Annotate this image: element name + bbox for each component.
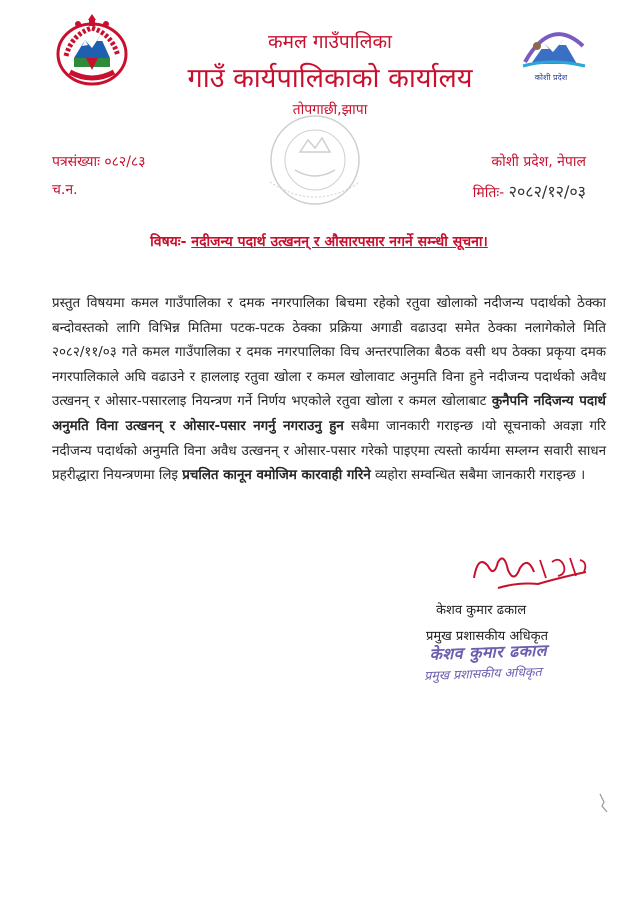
stamp-designation: प्रमुख प्रशासकीय अधिकृत bbox=[424, 663, 542, 683]
scan-speck-mark bbox=[598, 792, 610, 814]
signatory-name: केशव कुमार ढकाल bbox=[436, 603, 527, 618]
office-seal-watermark-icon bbox=[250, 112, 380, 208]
subject-text: नदीजन्य पदार्थ उत्खनन् र औसारपसार नगर्ने सम्न्धी सूचना। bbox=[191, 234, 488, 250]
subject-label: विषयः- bbox=[150, 234, 187, 250]
handwritten-signature-icon bbox=[468, 548, 593, 600]
body-text-1: प्रस्तुत विषयमा कमल गाउँपालिका र दमक नगरपालिका बिचमा रहेको रतुवा खोलाको नदीजन्य पदार्थको ठेक्का बन्दोवस्तको लागि विभिन्न मितिमा पटक-पटक ठेक्का प्रक्रिया अगाडी वढाउदा समेत ठेक्का नलागेकोले मिति २०८२/११/०३ गते कमल गाउँपालिका र दमक नगरपालिका विच अन्तरपालिका बैठक वसी थप ठेक्का प्रकृया दमक नगरपालिकाले अघि वढाउने र हाललाइ रतुवा खोला र कमल खोलावाट अनुमति विना हुने नदीजन्य पदार्थको अवैध उत्खनन् र ओसार-पसारलाइ नियन्त्रण गर्ने निर्णय भएकोले रतुवा खोला र कमल खोलाबाट bbox=[52, 296, 606, 410]
municipality-name: कमल गाउँपालिका bbox=[268, 31, 392, 53]
body-text-2: सबैमा जानकारी गराइन्छ ।यो सूचनाको अवज्ञा गरि नदीजन्य पदार्थको अनुमति विना अवैध उत्खनन् र ओसार-पसार गरेको पाइएमा त्यस्तो कार्यमा सम्लग्न सवारी साधन प्रहरीद्धारा नियन्त्रणमा लिइ bbox=[52, 418, 606, 484]
body-bold-1: कुनैपनि नदिजन्य पदार्थ अनुमति विना उत्खनन् र ओसार-पसार नगर्नु नगराउनु हुन bbox=[52, 394, 606, 434]
office-name: गाउँ कार्यपालिकाको कार्यालय bbox=[187, 63, 473, 94]
ref-value: ०८२/८३ bbox=[104, 154, 146, 170]
nepal-emblem-icon bbox=[52, 14, 132, 90]
province-address: कोशी प्रदेश, नेपाल bbox=[491, 154, 586, 170]
signatory-designation: प्रमुख प्रशासकीय अधिकृत bbox=[426, 629, 549, 644]
office-address: तोपगाछी,झापा bbox=[292, 102, 368, 118]
letter-date bbox=[473, 180, 586, 202]
date-label: मितिः- bbox=[472, 185, 505, 201]
dispatch-number-label: च.न. bbox=[52, 182, 78, 198]
notice-body bbox=[52, 292, 606, 489]
official-stamp bbox=[423, 637, 595, 695]
logo-caption: कोशी प्रदेश bbox=[534, 73, 568, 82]
stamp-name: केशव कुमार ढकाल bbox=[429, 640, 548, 664]
ref-label: पत्रसंख्याः bbox=[52, 154, 100, 170]
body-bold-2: प्रचलित कानून वमोजिम कारवाही गरिने bbox=[182, 468, 371, 484]
subject-line bbox=[0, 232, 638, 251]
date-value: २०८२/१२/०३ bbox=[508, 182, 586, 201]
body-text-3: व्यहोरा सम्वन्धित सबैमा जानकारी गराइन्छ । bbox=[370, 468, 586, 484]
reference-number bbox=[52, 152, 146, 171]
